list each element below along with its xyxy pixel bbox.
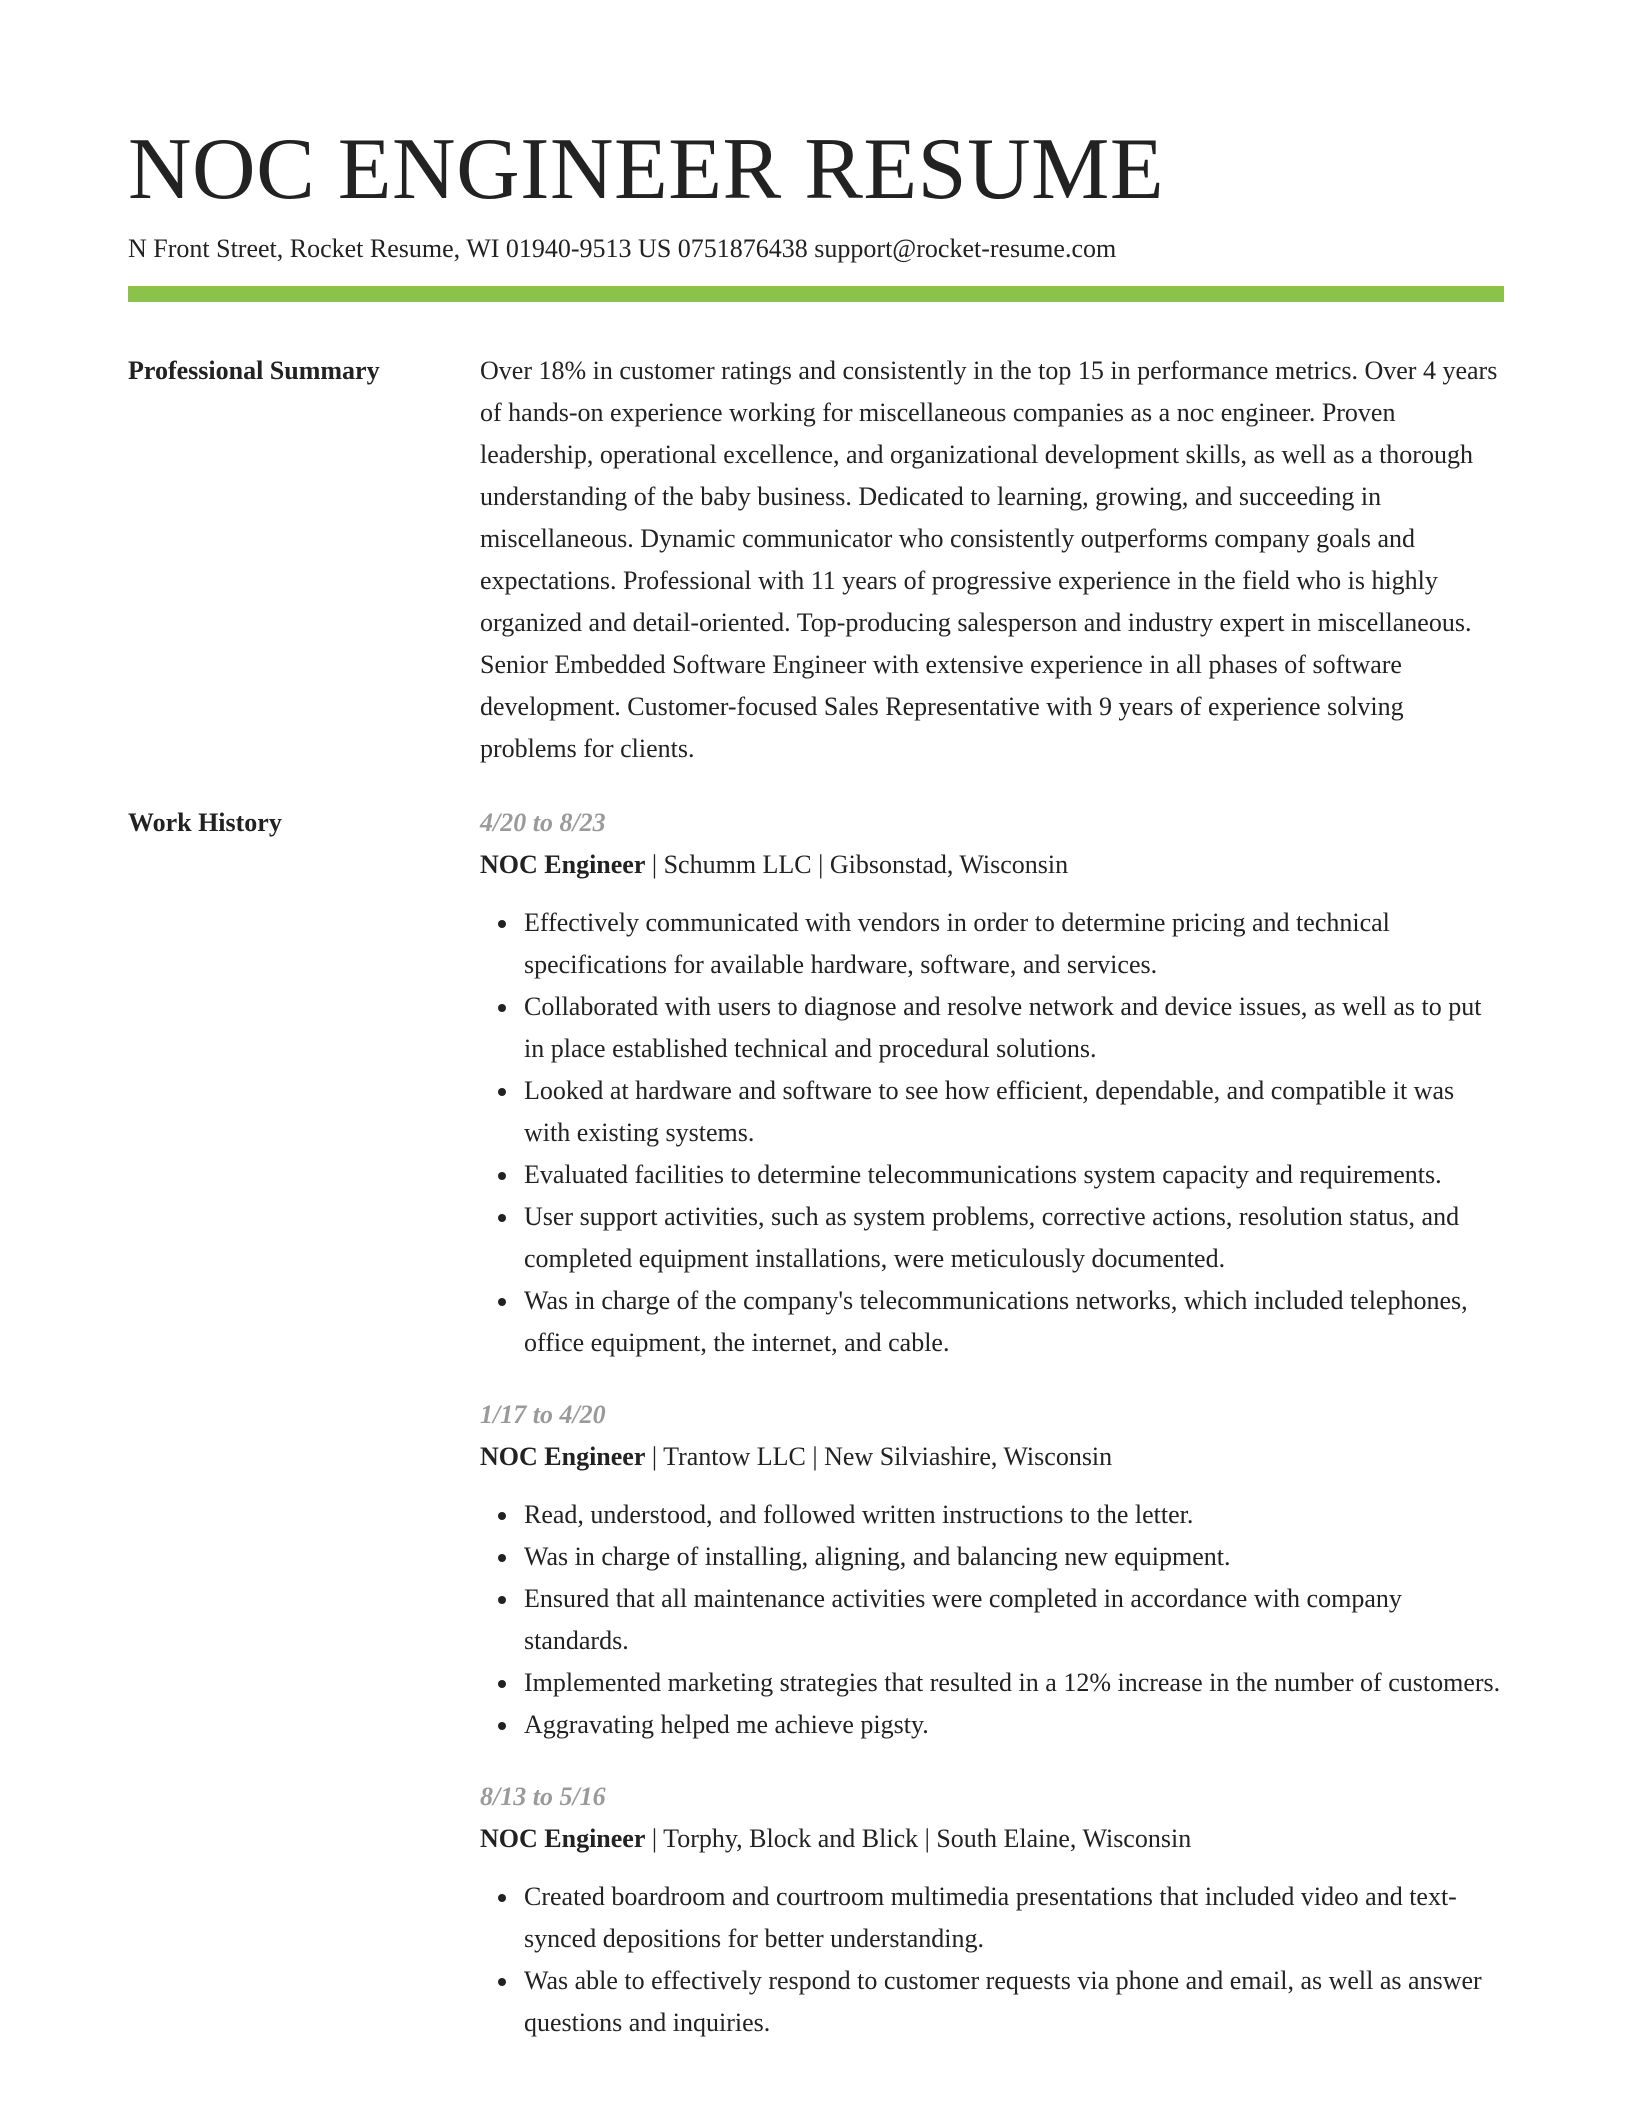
job-heading <box>480 1436 1504 1478</box>
job-bullet: Was in charge of the company's telecommunications networks, which included telephones, office equipment, the internet, and cable. <box>524 1280 1504 1364</box>
job-entry <box>480 1394 1504 1746</box>
job-bullet: User support activities, such as system problems, corrective actions, resolution status, and completed equipment installations, were meticulously documented. <box>524 1196 1504 1280</box>
summary-text: Over 18% in customer ratings and consistently in the top 15 in performance metrics. Over 4 years of hands-on experience working for miscellaneous companies as a noc engineer. Proven leadership, operational excellence, and organizational development skills, as well as a thorough understanding of the baby business. Dedicated to learning, growing, and succeeding in miscellaneous. Dynamic communicator who consistently outperforms company goals and expectations. Professional with 11 years of progressive experience in the field who is highly organized and detail-oriented. Top-producing salesperson and industry expert in miscellaneous. Senior Embedded Software Engineer with extensive experience in all phases of software development. Customer-focused Sales Representative with 9 years of experience solving problems for clients. <box>480 356 1498 763</box>
job-bullet: Read, understood, and followed written instructions to the letter. <box>524 1494 1504 1536</box>
job-bullet: Implemented marketing strategies that resulted in a 12% increase in the number of customers. <box>524 1662 1504 1704</box>
work-history-body <box>480 802 1504 2074</box>
job-bullet: Looked at hardware and software to see how efficient, dependable, and compatible it was with existing systems. <box>524 1070 1504 1154</box>
job-bullet: Aggravating helped me achieve pigsty. <box>524 1704 1504 1746</box>
job-bullet-list <box>480 902 1504 1364</box>
job-bullet: Created boardroom and courtroom multimedia presentations that included video and text-synced depositions for better understanding. <box>524 1876 1504 1960</box>
job-company-location: | Schumm LLC | Gibsonstad, Wisconsin <box>645 850 1069 879</box>
job-dates: 4/20 to 8/23 <box>480 808 606 837</box>
job-heading <box>480 844 1504 886</box>
job-dates: 1/17 to 4/20 <box>480 1400 606 1429</box>
job-bullet: Evaluated facilities to determine telecommunications system capacity and requirements. <box>524 1154 1504 1196</box>
accent-divider <box>128 286 1504 302</box>
job-entry <box>480 1776 1504 2044</box>
resume-title: NOC ENGINEER RESUME <box>128 121 1165 218</box>
job-bullet: Was in charge of installing, aligning, and balancing new equipment. <box>524 1536 1504 1578</box>
job-bullet: Ensured that all maintenance activities were completed in accordance with company standards. <box>524 1578 1504 1662</box>
work-history-label: Work History <box>128 808 282 837</box>
job-title: NOC Engineer <box>480 1442 646 1471</box>
job-title: NOC Engineer <box>480 850 646 879</box>
job-bullet-list <box>480 1876 1504 2044</box>
job-heading <box>480 1818 1504 1860</box>
job-company-location: | Torphy, Block and Blick | South Elaine, Wisconsin <box>645 1824 1192 1853</box>
summary-body <box>480 350 1504 770</box>
contact-info: N Front Street, Rocket Resume, WI 01940-9513 US 0751876438 support@rocket-resume.com <box>128 234 1117 263</box>
job-bullet: Was able to effectively respond to customer requests via phone and email, as well as answer questions and inquiries. <box>524 1960 1504 2044</box>
job-bullet: Collaborated with users to diagnose and resolve network and device issues, as well as to put in place established technical and procedural solutions. <box>524 986 1504 1070</box>
job-dates: 8/13 to 5/16 <box>480 1782 606 1811</box>
summary-label: Professional Summary <box>128 356 380 385</box>
job-entry <box>480 802 1504 1364</box>
job-title: NOC Engineer <box>480 1824 646 1853</box>
job-company-location: | Trantow LLC | New Silviashire, Wisconsin <box>645 1442 1113 1471</box>
job-bullet: Effectively communicated with vendors in order to determine pricing and technical specifications for available hardware, software, and services. <box>524 902 1504 986</box>
job-bullet-list <box>480 1494 1504 1746</box>
